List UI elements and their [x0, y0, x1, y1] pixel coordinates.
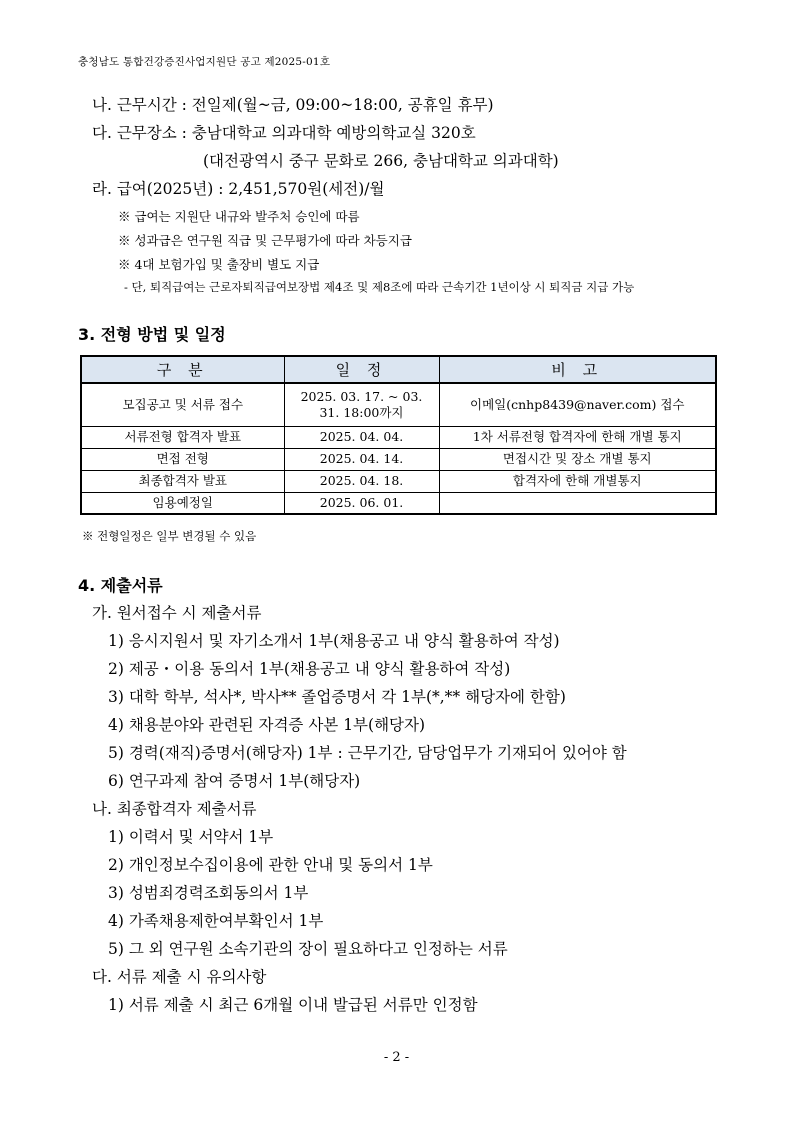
- schedule-note: ※ 전형일정은 일부 변경될 수 있음: [82, 529, 257, 543]
- table-header-category: 구 분: [81, 356, 284, 383]
- salary-note: ※ 급여는 지원단 내규와 발주처 승인에 따름: [118, 209, 360, 224]
- page-number: - 2 -: [383, 1050, 410, 1065]
- table-cell-item: 면접 전형: [81, 448, 284, 470]
- work-place: 다. 근무장소 : 충남대학교 의과대학 예방의학교실 320호: [92, 124, 476, 142]
- table-cell-item: 최종합격자 발표: [81, 470, 284, 492]
- list-item: 5) 그 외 연구원 소속기관의 장이 필요하다고 인정하는 서류: [108, 940, 508, 958]
- table-header-schedule: 일 정: [284, 356, 439, 383]
- table-cell-date: 2025. 03. 17. ~ 03. 31. 18:00까지: [284, 383, 439, 426]
- salary-note: ※ 4대 보험가입 및 출장비 별도 지급: [118, 257, 320, 272]
- table-row: [81, 492, 716, 514]
- list-item: 2) 제공・이용 동의서 1부(채용공고 내 양식 활용하여 작성): [108, 660, 511, 678]
- table-row: [81, 426, 716, 448]
- salary: 라. 급여(2025년) : 2,451,570원(세전)/월: [92, 180, 385, 198]
- salary-note: ※ 성과급은 연구원 직급 및 근무평가에 따라 차등지급: [118, 233, 412, 248]
- work-hours: 나. 근무시간 : 전일제(월~금, 09:00~18:00, 공휴일 휴무): [92, 96, 494, 114]
- list-item: 1) 응시지원서 및 자기소개서 1부(채용공고 내 양식 활용하여 작성): [108, 632, 560, 650]
- table-row: [81, 470, 716, 492]
- table-row: [81, 383, 716, 426]
- table-cell-date: 2025. 06. 01.: [284, 492, 439, 514]
- table-cell-note: 합격자에 한해 개별통지: [439, 470, 716, 492]
- list-item: 3) 대학 학부, 석사*, 박사** 졸업증명서 각 1부(*,** 해당자에 한함): [108, 688, 566, 706]
- section-4-title: 4. 제출서류: [78, 576, 163, 595]
- table-cell-date: 2025. 04. 18.: [284, 470, 439, 492]
- table-cell-date: 2025. 04. 04.: [284, 426, 439, 448]
- list-item: 5) 경력(재직)증명서(해당자) 1부 : 근무기간, 담당업무가 기재되어 있어야 함: [108, 744, 627, 762]
- table-cell-date: 2025. 04. 14.: [284, 448, 439, 470]
- schedule-table: [80, 355, 717, 515]
- table-cell-note: 1차 서류전형 합격자에 한해 개별 통지: [439, 426, 716, 448]
- table-cell-item: 임용예정일: [81, 492, 284, 514]
- list-item: 4) 채용분야와 관련된 자격증 사본 1부(해당자): [108, 716, 426, 734]
- subsection-c-title: 다. 서류 제출 시 유의사항: [92, 968, 267, 986]
- list-item: 1) 이력서 및 서약서 1부: [108, 828, 274, 846]
- table-cell-note: 면접시간 및 장소 개별 통지: [439, 448, 716, 470]
- document-header: 충청남도 통합건강증진사업지원단 공고 제2025-01호: [78, 56, 331, 68]
- list-item: 2) 개인정보수집이용에 관한 안내 및 동의서 1부: [108, 856, 433, 874]
- list-item: 3) 성범죄경력조회동의서 1부: [108, 884, 309, 902]
- table-cell-item: 서류전형 합격자 발표: [81, 426, 284, 448]
- list-item: 1) 서류 제출 시 최근 6개월 이내 발급된 서류만 인정함: [108, 996, 478, 1014]
- table-row: [81, 448, 716, 470]
- list-item: 6) 연구과제 참여 증명서 1부(해당자): [108, 772, 361, 790]
- severance-note: - 단, 퇴직급여는 근로자퇴직급여보장법 제4조 및 제8조에 따라 근속기간 1년이상 시 퇴직금 지급 가능: [124, 280, 635, 294]
- subsection-a-title: 가. 원서접수 시 제출서류: [92, 604, 262, 622]
- work-address: (대전광역시 중구 문화로 266, 충남대학교 의과대학): [203, 152, 559, 170]
- table-cell-note: 이메일(cnhp8439@naver.com) 접수: [439, 383, 716, 426]
- list-item: 4) 가족채용제한여부확인서 1부: [108, 912, 324, 930]
- table-cell-note: [439, 492, 716, 514]
- table-header-remarks: 비 고: [439, 356, 716, 383]
- section-3-title: 3. 전형 방법 및 일정: [78, 325, 226, 344]
- subsection-b-title: 나. 최종합격자 제출서류: [92, 800, 257, 818]
- table-cell-item: 모집공고 및 서류 접수: [81, 383, 284, 426]
